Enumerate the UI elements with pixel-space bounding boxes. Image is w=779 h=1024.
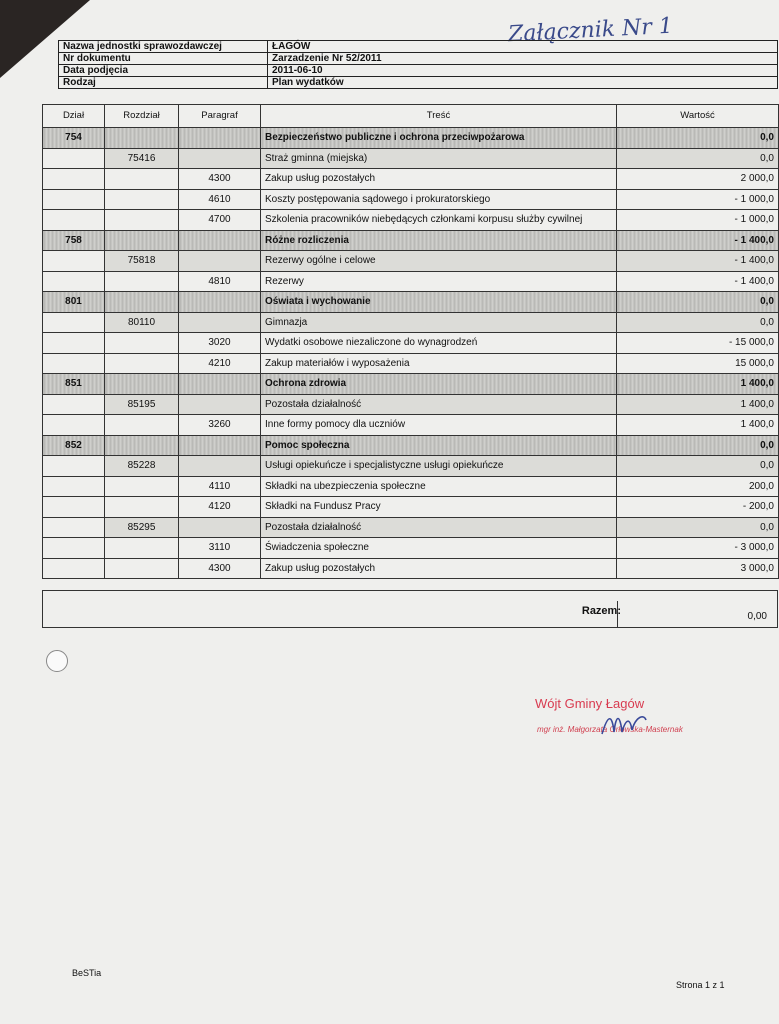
- table-row: [43, 230, 779, 251]
- cell-paragraf: [179, 128, 261, 149]
- cell-wartosc: - 1 000,0: [617, 189, 779, 210]
- table-row: [43, 517, 779, 538]
- cell-paragraf: 4810: [179, 271, 261, 292]
- cell-wartosc: 1 400,0: [617, 394, 779, 415]
- cell-wartosc: - 200,0: [617, 497, 779, 518]
- document-header-table: [58, 40, 778, 89]
- cell-tresc: Zakup usług pozostałych: [261, 169, 617, 190]
- table-row: [43, 497, 779, 518]
- cell-rozdzial: 85295: [105, 517, 179, 538]
- cell-dzial: [43, 148, 105, 169]
- cell-tresc: Pomoc społeczna: [261, 435, 617, 456]
- cell-wartosc: 0,0: [617, 435, 779, 456]
- cell-dzial: [43, 251, 105, 272]
- cell-rozdzial: [105, 128, 179, 149]
- header-row: [59, 65, 778, 77]
- cell-rozdzial: [105, 333, 179, 354]
- cell-rozdzial: [105, 415, 179, 436]
- table-row: [43, 128, 779, 149]
- header-value: Zarzadzenie Nr 52/2011: [268, 53, 778, 65]
- table-row: [43, 271, 779, 292]
- cell-rozdzial: [105, 169, 179, 190]
- cell-dzial: [43, 456, 105, 477]
- cell-wartosc: 200,0: [617, 476, 779, 497]
- table-row: [43, 435, 779, 456]
- cell-tresc: Gimnazja: [261, 312, 617, 333]
- stamp-name: mgr inż. Małgorzata Orłowska-Masternak: [537, 725, 683, 734]
- cell-wartosc: 0,0: [617, 312, 779, 333]
- cell-wartosc: - 1 400,0: [617, 271, 779, 292]
- cell-paragraf: 4120: [179, 497, 261, 518]
- cell-wartosc: 15 000,0: [617, 353, 779, 374]
- cell-wartosc: 1 400,0: [617, 415, 779, 436]
- cell-paragraf: 3260: [179, 415, 261, 436]
- cell-wartosc: - 1 400,0: [617, 230, 779, 251]
- header-value: ŁAGÓW: [268, 41, 778, 53]
- cell-tresc: Pozostała działalność: [261, 394, 617, 415]
- cell-tresc: Wydatki osobowe niezaliczone do wynagrodzeń: [261, 333, 617, 354]
- cell-dzial: 851: [43, 374, 105, 395]
- cell-tresc: Składki na ubezpieczenia społeczne: [261, 476, 617, 497]
- cell-wartosc: 1 400,0: [617, 374, 779, 395]
- cell-dzial: [43, 497, 105, 518]
- col-header-tresc: Treść: [261, 105, 617, 128]
- cell-paragraf: 4210: [179, 353, 261, 374]
- table-row: [43, 558, 779, 579]
- cell-paragraf: [179, 394, 261, 415]
- cell-dzial: [43, 538, 105, 559]
- total-label: Razem:: [581, 605, 621, 617]
- table-header-row: [43, 105, 779, 128]
- table-row: [43, 374, 779, 395]
- cell-rozdzial: [105, 230, 179, 251]
- cell-rozdzial: [105, 558, 179, 579]
- cell-rozdzial: [105, 435, 179, 456]
- cell-wartosc: - 1 000,0: [617, 210, 779, 231]
- cell-paragraf: 4110: [179, 476, 261, 497]
- cell-dzial: [43, 189, 105, 210]
- cell-rozdzial: [105, 374, 179, 395]
- cell-dzial: [43, 333, 105, 354]
- budget-table: [42, 104, 779, 579]
- cell-paragraf: 4300: [179, 558, 261, 579]
- header-value: Plan wydatków: [268, 77, 778, 89]
- stamp-title: Wójt Gminy Łagów: [535, 696, 645, 711]
- cell-rozdzial: [105, 189, 179, 210]
- cell-dzial: 801: [43, 292, 105, 313]
- cell-dzial: [43, 312, 105, 333]
- cell-rozdzial: [105, 476, 179, 497]
- cell-tresc: Świadczenia społeczne: [261, 538, 617, 559]
- col-header-paragraf: Paragraf: [179, 105, 261, 128]
- header-value: 2011-06-10: [268, 65, 778, 77]
- cell-tresc: Bezpieczeństwo publiczne i ochrona przeciwpożarowa: [261, 128, 617, 149]
- cell-rozdzial: 75416: [105, 148, 179, 169]
- col-header-dzial: Dział: [43, 105, 105, 128]
- table-row: [43, 312, 779, 333]
- cell-dzial: 852: [43, 435, 105, 456]
- cell-wartosc: 3 000,0: [617, 558, 779, 579]
- cell-dzial: [43, 353, 105, 374]
- cell-dzial: [43, 210, 105, 231]
- total-row: [42, 590, 778, 628]
- table-row: [43, 189, 779, 210]
- cell-tresc: Zakup usług pozostałych: [261, 558, 617, 579]
- header-row: [59, 41, 778, 53]
- cell-dzial: [43, 476, 105, 497]
- cell-rozdzial: [105, 271, 179, 292]
- signature-scribble: [600, 706, 650, 742]
- col-header-wartosc: Wartość: [617, 105, 779, 128]
- cell-wartosc: 0,0: [617, 517, 779, 538]
- cell-dzial: [43, 169, 105, 190]
- header-label: Rodzaj: [59, 77, 268, 89]
- header-row: [59, 53, 778, 65]
- cell-rozdzial: 85228: [105, 456, 179, 477]
- cell-tresc: Rezerwy ogólne i celowe: [261, 251, 617, 272]
- cell-paragraf: [179, 312, 261, 333]
- cell-wartosc: 0,0: [617, 148, 779, 169]
- col-header-rozdzial: Rozdział: [105, 105, 179, 128]
- cell-paragraf: [179, 517, 261, 538]
- table-row: [43, 148, 779, 169]
- cell-paragraf: [179, 435, 261, 456]
- cell-rozdzial: [105, 210, 179, 231]
- cell-tresc: Usługi opiekuńcze i specjalistyczne usługi opiekuńcze: [261, 456, 617, 477]
- cell-tresc: Zakup materiałów i wyposażenia: [261, 353, 617, 374]
- table-row: [43, 169, 779, 190]
- cell-tresc: Różne rozliczenia: [261, 230, 617, 251]
- cell-rozdzial: [105, 538, 179, 559]
- cell-paragraf: 4700: [179, 210, 261, 231]
- cell-rozdzial: 75818: [105, 251, 179, 272]
- cell-wartosc: - 15 000,0: [617, 333, 779, 354]
- cell-paragraf: [179, 456, 261, 477]
- table-row: [43, 476, 779, 497]
- cell-paragraf: 3020: [179, 333, 261, 354]
- footer-page-number: Strona 1 z 1: [676, 980, 725, 990]
- cell-wartosc: 0,0: [617, 292, 779, 313]
- cell-rozdzial: 85195: [105, 394, 179, 415]
- cell-wartosc: - 3 000,0: [617, 538, 779, 559]
- punch-hole: [46, 650, 68, 672]
- cell-paragraf: 4610: [179, 189, 261, 210]
- total-value: 0,00: [747, 611, 767, 622]
- cell-wartosc: - 1 400,0: [617, 251, 779, 272]
- cell-rozdzial: [105, 497, 179, 518]
- header-row: [59, 77, 778, 89]
- footer-software: BeSTia: [72, 968, 102, 978]
- table-row: [43, 333, 779, 354]
- cell-paragraf: [179, 374, 261, 395]
- cell-tresc: Ochrona zdrowia: [261, 374, 617, 395]
- cell-tresc: Składki na Fundusz Pracy: [261, 497, 617, 518]
- table-row: [43, 292, 779, 313]
- cell-tresc: Straż gminna (miejska): [261, 148, 617, 169]
- cell-dzial: 754: [43, 128, 105, 149]
- cell-dzial: [43, 415, 105, 436]
- total-separator: [617, 601, 618, 627]
- cell-paragraf: [179, 148, 261, 169]
- table-row: [43, 353, 779, 374]
- cell-dzial: [43, 558, 105, 579]
- cell-tresc: Rezerwy: [261, 271, 617, 292]
- cell-dzial: 758: [43, 230, 105, 251]
- header-label: Nazwa jednostki sprawozdawczej: [59, 41, 268, 53]
- cell-tresc: Oświata i wychowanie: [261, 292, 617, 313]
- table-row: [43, 415, 779, 436]
- handwritten-note: Załącznik Nr 1: [507, 13, 674, 48]
- cell-paragraf: [179, 230, 261, 251]
- cell-rozdzial: 80110: [105, 312, 179, 333]
- cell-dzial: [43, 271, 105, 292]
- cell-wartosc: 0,0: [617, 128, 779, 149]
- cell-rozdzial: [105, 292, 179, 313]
- cell-dzial: [43, 517, 105, 538]
- table-row: [43, 210, 779, 231]
- cell-paragraf: [179, 251, 261, 272]
- table-row: [43, 251, 779, 272]
- cell-paragraf: 4300: [179, 169, 261, 190]
- cell-rozdzial: [105, 353, 179, 374]
- cell-dzial: [43, 394, 105, 415]
- cell-tresc: Szkolenia pracowników niebędących członkami korpusu służby cywilnej: [261, 210, 617, 231]
- cell-tresc: Inne formy pomocy dla uczniów: [261, 415, 617, 436]
- cell-wartosc: 2 000,0: [617, 169, 779, 190]
- cell-wartosc: 0,0: [617, 456, 779, 477]
- header-label: Data podjęcia: [59, 65, 268, 77]
- table-row: [43, 456, 779, 477]
- cell-tresc: Koszty postępowania sądowego i prokuratorskiego: [261, 189, 617, 210]
- table-row: [43, 538, 779, 559]
- cell-tresc: Pozostała działalność: [261, 517, 617, 538]
- cell-paragraf: [179, 292, 261, 313]
- cell-paragraf: 3110: [179, 538, 261, 559]
- table-row: [43, 394, 779, 415]
- header-label: Nr dokumentu: [59, 53, 268, 65]
